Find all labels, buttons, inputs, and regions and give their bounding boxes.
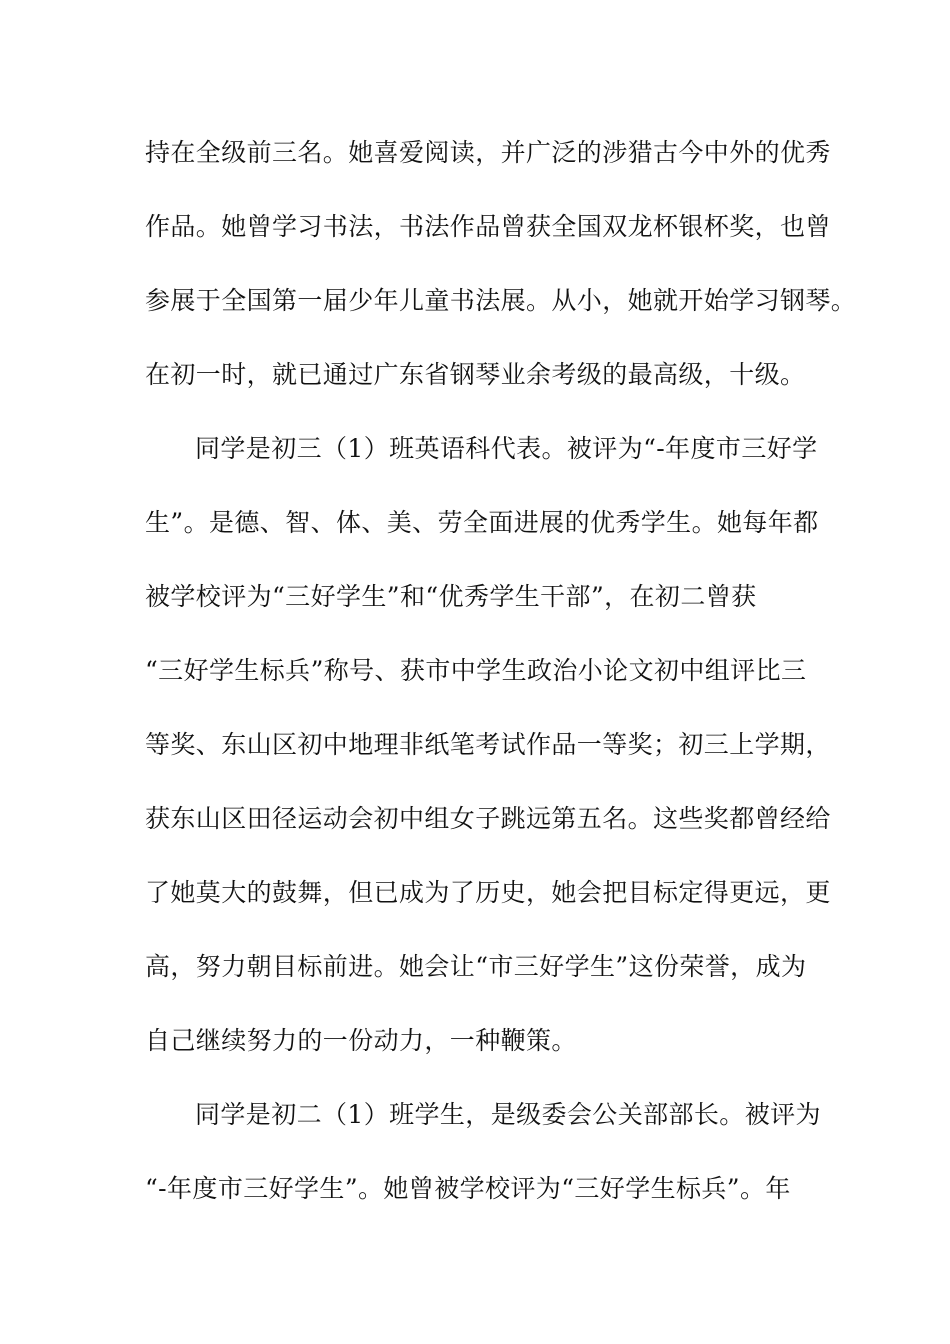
text-line: “-年度市三好学生”。她曾被学校评为“三好学生标兵”。年 bbox=[145, 1174, 791, 1203]
text-line: 获东山区田径运动会初中组女子跳远第五名。这些奖都曾经给 bbox=[145, 804, 831, 833]
text-line: 持在全级前三名。她喜爱阅读，并广泛的涉猎古今中外的优秀 bbox=[145, 138, 831, 167]
text-line: 生”。是德、智、体、美、劳全面进展的优秀学生。她每年都 bbox=[145, 508, 819, 537]
text-line: 了她莫大的鼓舞，但已成为了历史，她会把目标定得更远，更 bbox=[145, 878, 831, 907]
paragraph-start-line: 同学是初三（1）班英语科代表。被评为“-年度市三好学 bbox=[195, 434, 818, 463]
text-line: 作品。她曾学习书法，书法作品曾获全国双龙杯银杯奖，也曾 bbox=[145, 212, 831, 241]
text-line: “三好学生标兵”称号、获市中学生政治小论文初中组评比三 bbox=[145, 656, 807, 685]
text-line: 等奖、东山区初中地理非纸笔考试作品一等奖；初三上学期， bbox=[145, 730, 831, 759]
text-line: 参展于全国第一届少年儿童书法展。从小，她就开始学习钢琴。 bbox=[145, 286, 857, 315]
text-line: 在初一时，就已通过广东省钢琴业余考级的最高级，十级。 bbox=[145, 360, 806, 389]
paragraph-start-line: 同学是初二（1）班学生，是级委会公关部部长。被评为 bbox=[195, 1100, 821, 1129]
text-line: 高，努力朝目标前进。她会让“市三好学生”这份荣誉，成为 bbox=[145, 952, 807, 981]
text-line: 自己继续努力的一份动力，一种鞭策。 bbox=[145, 1026, 577, 1055]
text-line: 被学校评为“三好学生”和“优秀学生干部”，在初二曾获 bbox=[145, 582, 757, 611]
